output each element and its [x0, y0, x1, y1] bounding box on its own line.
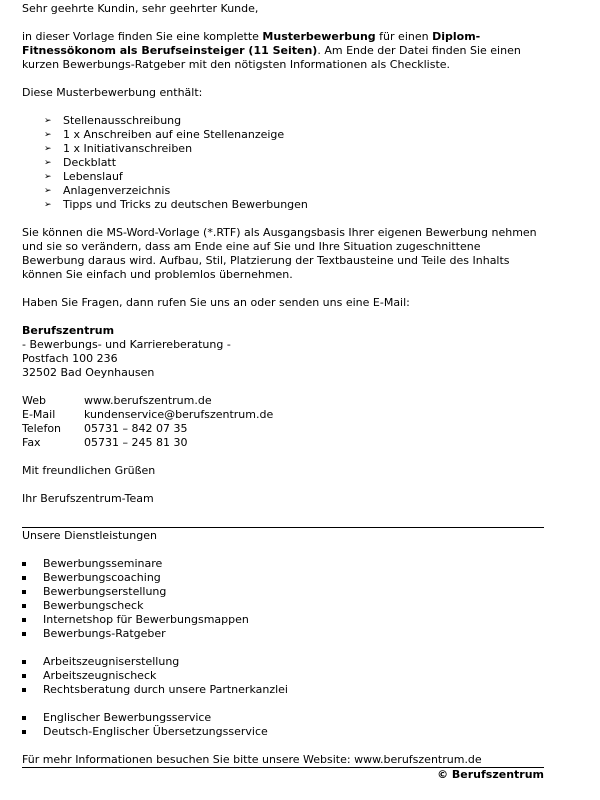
arrow-bullet-icon: ➢ — [44, 144, 52, 154]
arrow-bullet-icon: ➢ — [44, 172, 52, 182]
fax-value: 05731 – 245 81 30 — [84, 436, 188, 449]
contact-label: Telefon — [22, 422, 62, 435]
contents-item — [22, 198, 544, 212]
services-heading: Unsere Dienstleistungen — [22, 529, 157, 542]
contact-row-fax — [22, 436, 544, 450]
service-item-label: Internetshop für Bewerbungsmappen — [43, 613, 249, 626]
contents-item-label: Stellenausschreibung — [63, 114, 182, 127]
intro-text-3: . Am Ende der Datei finden Sie einen kurzen Bewerbungs-Ratgeber mit den nötigsten Informationen als Checkliste. — [22, 44, 521, 71]
square-bullet-icon — [22, 730, 26, 734]
service-item — [22, 585, 544, 599]
contents-item — [22, 184, 544, 198]
intro-bold-2: Diplom-Fitnessökonom als Berufseinsteiger (11 Seiten) — [22, 30, 481, 57]
square-bullet-icon — [22, 674, 26, 678]
company-tagline: - Bewerbungs- und Karriereberatung - — [22, 338, 231, 351]
contents-item-label: Tipps und Tricks zu deutschen Bewerbungen — [63, 198, 308, 211]
contents-item — [22, 114, 544, 128]
service-item — [22, 571, 544, 585]
contents-list — [22, 114, 544, 212]
contents-item — [22, 128, 544, 142]
arrow-bullet-icon: ➢ — [44, 200, 52, 210]
contact-row-web — [22, 394, 544, 408]
contents-heading: Diese Musterbewerbung enthält: — [22, 86, 203, 99]
contact-row-email — [22, 408, 544, 422]
square-bullet-icon — [22, 716, 26, 720]
contents-item-label: Lebenslauf — [63, 170, 123, 183]
greeting: Sehr geehrte Kundin, sehr geehrter Kunde, — [22, 2, 259, 15]
service-item — [22, 599, 544, 613]
service-item-label: Englischer Bewerbungsservice — [43, 711, 212, 724]
service-item — [22, 683, 544, 697]
square-bullet-icon — [22, 688, 26, 692]
service-item-label: Arbeitszeugniserstellung — [43, 655, 180, 668]
square-bullet-icon — [22, 590, 26, 594]
company-city: 32502 Bad Oeynhausen — [22, 366, 155, 379]
contact-label: Fax — [22, 436, 41, 449]
contact-block — [22, 394, 544, 450]
contents-item — [22, 156, 544, 170]
contents-item — [22, 142, 544, 156]
contact-label: Web — [22, 394, 46, 407]
signature: Ihr Berufszentrum-Team — [22, 492, 154, 505]
service-item-label: Rechtsberatung durch unsere Partnerkanzlei — [43, 683, 288, 696]
company-name: Berufszentrum — [22, 324, 115, 337]
closing: Mit freundlichen Grüßen — [22, 464, 156, 477]
service-item-label: Deutsch-Englischer Übersetzungsservice — [43, 725, 268, 738]
square-bullet-icon — [22, 660, 26, 664]
document-page — [22, 2, 544, 782]
questions-line: Haben Sie Fragen, dann rufen Sie uns an oder senden uns eine E-Mail: — [22, 296, 410, 309]
service-item — [22, 669, 544, 683]
contact-row-phone — [22, 422, 544, 436]
contents-item-label: Deckblatt — [63, 156, 117, 169]
contents-item-label: Anlagenverzeichnis — [63, 184, 171, 197]
intro-text-1: in dieser Vorlage finden Sie eine komplette — [22, 30, 263, 43]
service-item-label: Bewerbungsseminare — [43, 557, 163, 570]
divider-top — [22, 527, 544, 528]
email-link[interactable]: kundenservice@berufszentrum.de — [84, 408, 274, 421]
web-link[interactable]: www.berufszentrum.de — [84, 394, 212, 407]
intro-paragraph — [22, 30, 544, 72]
contents-item — [22, 170, 544, 184]
arrow-bullet-icon: ➢ — [44, 158, 52, 168]
service-item-label: Bewerbungscheck — [43, 599, 144, 612]
square-bullet-icon — [22, 562, 26, 566]
service-item-label: Arbeitszeugnischeck — [43, 669, 157, 682]
square-bullet-icon — [22, 618, 26, 622]
square-bullet-icon — [22, 576, 26, 580]
services-group-3 — [22, 711, 544, 739]
services-group-1 — [22, 557, 544, 641]
contents-item-label: 1 x Initiativanschreiben — [63, 142, 193, 155]
service-item-label: Bewerbungserstellung — [43, 585, 167, 598]
service-item — [22, 627, 544, 641]
service-item — [22, 655, 544, 669]
arrow-bullet-icon: ➢ — [44, 116, 52, 126]
service-item — [22, 711, 544, 725]
square-bullet-icon — [22, 604, 26, 608]
contents-item-label: 1 x Anschreiben auf eine Stellenanzeige — [63, 128, 285, 141]
square-bullet-icon — [22, 632, 26, 636]
footer-website-line: Für mehr Informationen besuchen Sie bitte unsere Website: www.berufszentrum.de — [22, 753, 482, 766]
service-item-label: Bewerbungs-Ratgeber — [43, 627, 166, 640]
services-group-2 — [22, 655, 544, 697]
contact-label: E-Mail — [22, 408, 56, 421]
company-postbox: Postfach 100 236 — [22, 352, 118, 365]
company-address — [22, 324, 544, 380]
phone-value: 05731 – 842 07 35 — [84, 422, 188, 435]
service-item — [22, 725, 544, 739]
service-item-label: Bewerbungscoaching — [43, 571, 161, 584]
service-item — [22, 613, 544, 627]
usage-paragraph: Sie können die MS-Word-Vorlage (*.RTF) als Ausgangsbasis Ihrer eigenen Bewerbung nehmen und sie so verändern, dass am Ende eine auf Sie und Ihre Situation zugeschnittene Bewerbung daraus wird. Aufbau, Stil, Platzierung der Textbausteine und Teile des Inhalts können Sie einfach und problemlos übernehmen. — [22, 226, 537, 281]
arrow-bullet-icon: ➢ — [44, 130, 52, 140]
intro-text-2: für einen — [375, 30, 433, 43]
intro-bold-1: Musterbewerbung — [262, 30, 376, 43]
copyright: © Berufszentrum — [437, 768, 544, 781]
service-item — [22, 557, 544, 571]
arrow-bullet-icon: ➢ — [44, 186, 52, 196]
